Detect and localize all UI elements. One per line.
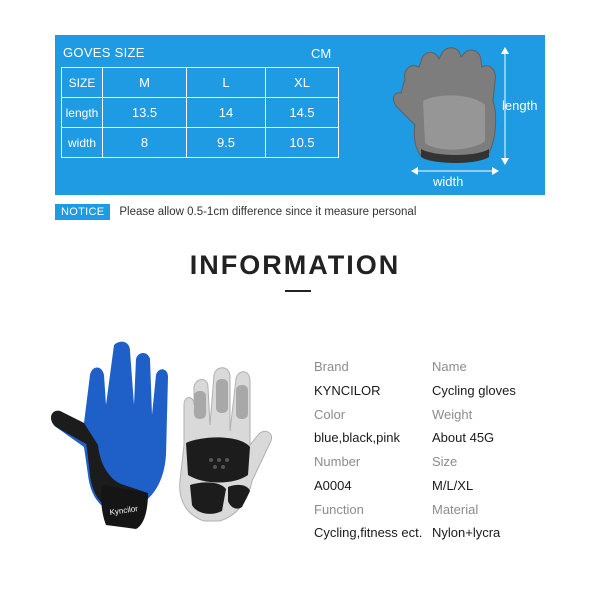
spec-label-color: Color <box>314 406 346 422</box>
info-heading: INFORMATION <box>189 250 401 280</box>
fingerless-glove-icon <box>385 41 545 191</box>
gloves-product-image <box>44 335 300 535</box>
spec-value-size: M/L/XL <box>432 477 474 493</box>
table-row <box>62 128 339 158</box>
width-label: width <box>433 174 464 189</box>
spec-label-weight: Weight <box>432 406 473 422</box>
size-cell: width <box>62 128 103 158</box>
size-cell: 13.5 <box>103 98 187 128</box>
spec-label-number: Number <box>314 454 361 469</box>
size-cell: 8 <box>103 128 187 158</box>
spec-value-color: blue,black,pink <box>314 430 400 446</box>
spec-value-function: Cycling,fitness ect. <box>314 525 423 541</box>
table-row <box>62 98 339 128</box>
spec-label-function: Function <box>314 501 364 517</box>
glove-back-view <box>51 342 168 529</box>
size-header-cell: XL <box>266 68 339 98</box>
size-header-cell: SIZE <box>62 68 103 98</box>
spec-label-material: Material <box>432 501 479 517</box>
glove-size-diagram <box>385 41 545 191</box>
spec-value-weight: About 45G <box>432 430 495 446</box>
table-row <box>62 68 339 98</box>
notice-text: Please allow 0.5-1cm difference since it measure personal <box>119 206 417 218</box>
size-header-cell: L <box>187 68 266 98</box>
heading-underline <box>285 290 311 292</box>
size-chart-panel <box>55 35 545 195</box>
size-header-cell: M <box>103 68 187 98</box>
spec-value-name: Cycling gloves <box>432 382 516 398</box>
notice-row <box>55 204 416 220</box>
size-cell: 10.5 <box>266 128 339 158</box>
spec-label-brand: Brand <box>314 359 349 374</box>
size-cell: 9.5 <box>187 128 266 158</box>
notice-badge: NOTICE <box>55 204 110 220</box>
spec-value-number: A0004 <box>314 477 352 493</box>
spec-value-brand: KYNCILOR <box>314 382 381 398</box>
glove-palm-view <box>180 368 272 521</box>
length-label: length <box>502 98 538 113</box>
spec-label-size: Size <box>432 454 458 469</box>
product-spec-grid <box>314 359 594 549</box>
size-table <box>61 67 339 158</box>
size-chart-title: GOVES SIZE <box>63 45 145 60</box>
glove-brand-print: Kyncilor <box>109 504 139 517</box>
size-cell: 14.5 <box>266 98 339 128</box>
size-chart-unit: CM <box>311 46 332 61</box>
size-cell: 14 <box>187 98 266 128</box>
spec-value-material: Nylon+lycra <box>432 525 501 541</box>
size-cell: length <box>62 98 103 128</box>
spec-label-name: Name <box>432 359 467 374</box>
